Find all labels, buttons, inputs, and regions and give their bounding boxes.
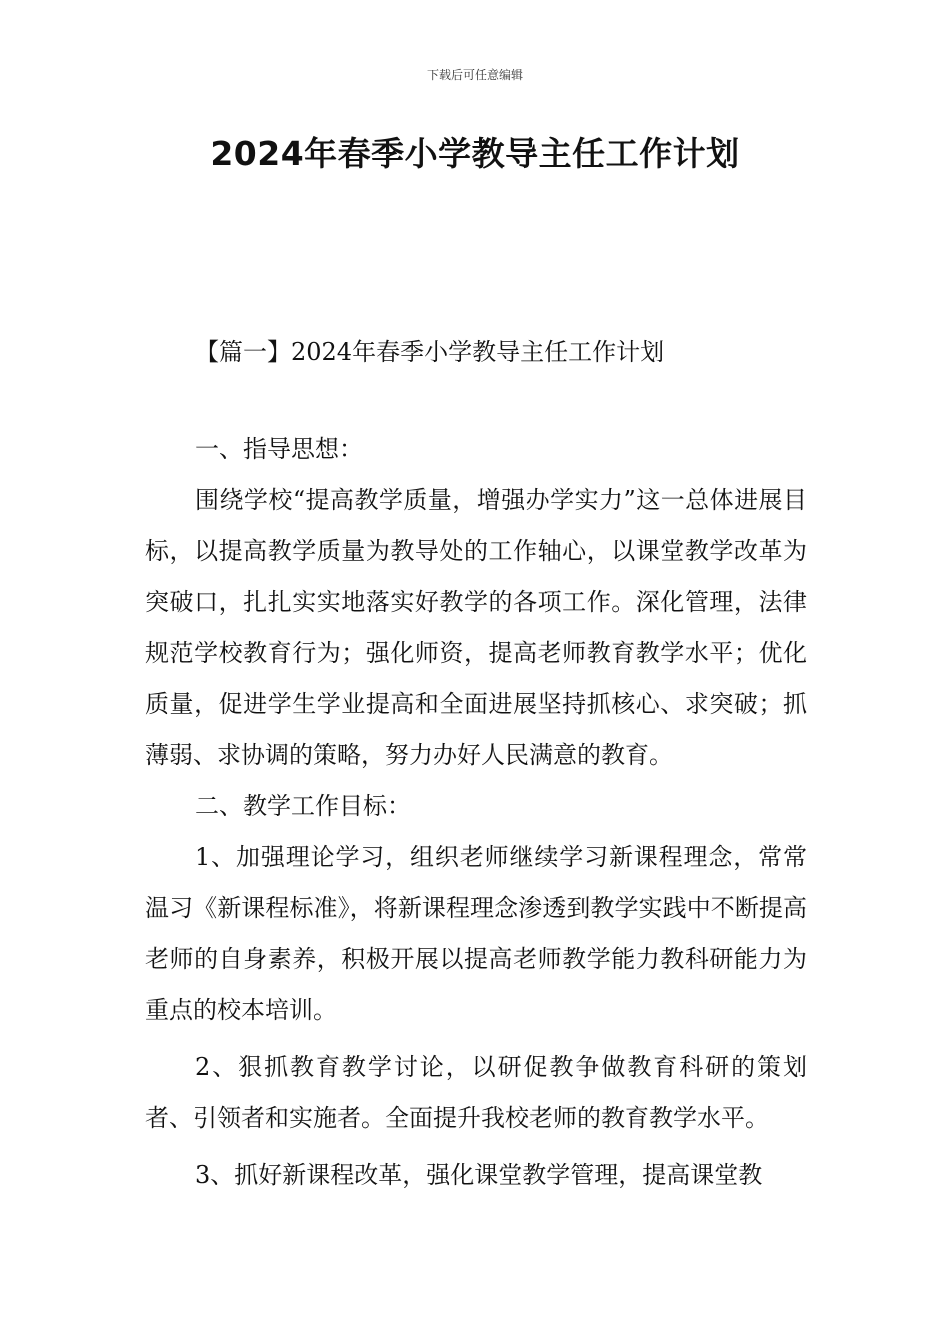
header-note: 下载后可任意编辑 [426, 68, 523, 82]
paragraph-goal-2: 2、狠抓教育教学讨论，以研促教争做教育科研的策划者、引领者和实施者。全面提升我校老师的教育教学水平。 [145, 1053, 807, 1132]
document-body [145, 424, 807, 1201]
section-title: 【篇一】2024年春季小学教导主任工作计划 [195, 338, 665, 366]
heading-guiding-thought: 一、指导思想： [195, 435, 363, 463]
paragraph-goal-3: 3、抓好新课程改革，强化课堂教学管理，提高课堂教 [195, 1161, 763, 1189]
document-title: 2024年春季小学教导主任工作计划 [210, 134, 740, 173]
paragraph-guiding-thought: 围绕学校“提高教学质量，增强办学实力”这一总体进展目标，以提高教学质量为教导处的工作轴心，以课堂教学改革为突破口，扎扎实实地落实好教学的各项工作。深化管理，法律规范学校教育行为；强化师资，提高老师教育教学水平；优化质量，促进学生学业提高和全面进展坚持抓核心、求突破；抓薄弱、求协调的策略，努力办好人民满意的教育。 [145, 486, 807, 769]
heading-teaching-goals: 二、教学工作目标： [195, 792, 411, 820]
paragraph-goal-1: 1、加强理论学习，组织老师继续学习新课程理念，常常温习《新课程标准》，将新课程理念渗透到教学实践中不断提高老师的自身素养，积极开展以提高老师教学能力教科研能力为重点的校本培训。 [145, 843, 807, 1024]
